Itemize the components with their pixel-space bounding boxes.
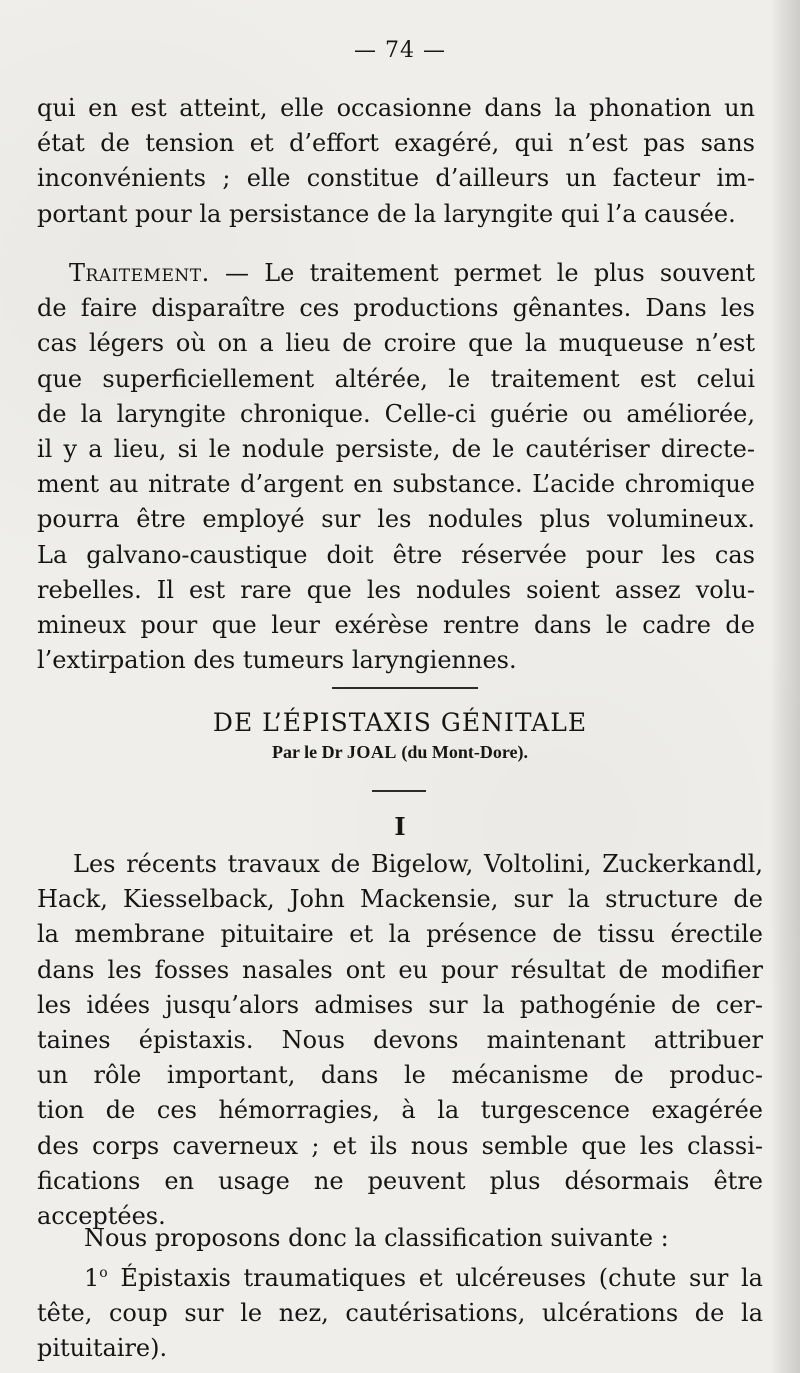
classification-item-text: Épistaxis traumatiques et ulcéreuses (chute sur la <box>107 1264 763 1292</box>
paragraph-line: inconvénients ; elle constitue d’ailleurs un facteur im- <box>37 164 755 193</box>
treatment-line: mineux pour que leur exérèse rentre dans le cadre de <box>37 611 755 640</box>
page-edge-shadow <box>770 0 800 1373</box>
paragraph-line: dans les fosses nasales ont eu pour résultat de modifier <box>37 955 763 984</box>
treatment-line: il y a lieu, si le nodule persiste, de le cautériser directe- <box>37 435 755 464</box>
paragraph-line: taines épistaxis. Nous devons maintenant attribuer <box>37 1026 763 1055</box>
article-byline <box>0 742 800 763</box>
article-title: DE L’ÉPISTAXIS GÉNITALE <box>212 708 588 737</box>
paragraph-line: tion de ces hémorragies, à la turgescence exagérée <box>37 1096 763 1125</box>
byline-prefix: Par le <box>272 742 318 762</box>
paragraph-line: Nous proposons donc la classification suivante : <box>84 1224 669 1252</box>
paragraph-line: acceptées. <box>37 1202 166 1231</box>
classification-line: tête, coup sur le nez, cautérisations, ulcérations de la <box>37 1299 763 1328</box>
paragraph-laryngitis-continuation <box>37 91 755 232</box>
byline-suffix: (du Mont-Dore). <box>401 742 528 762</box>
paragraph-line: Hack, Kiesselback, John Mackensie, sur la structure de <box>37 885 763 914</box>
treatment-label: Traitement. <box>69 259 210 287</box>
classification-ordinal: o <box>99 1265 108 1281</box>
treatment-line: rebelles. Il est rare que les nodules soient assez volu- <box>37 575 755 604</box>
paragraph-line: un rôle important, dans le mécanisme de produc- <box>37 1061 763 1090</box>
paragraph-line: des corps caverneux ; et ils nous semble que les classi- <box>37 1131 763 1160</box>
byline-degree: Dr <box>321 742 343 762</box>
paragraph-line: état de tension et d’effort exagéré, qui n’est pas sans <box>37 129 755 158</box>
paragraph-line: les idées jusqu’alors admises sur la pathogénie de cer- <box>37 990 763 1019</box>
classification-item <box>37 1256 763 1296</box>
classification-list <box>37 1256 763 1367</box>
paragraph-line: qui en est atteint, elle occasionne dans la phonation un <box>37 94 755 122</box>
treatment-line: La galvano-caustique doit être réservée pour les cas <box>37 540 755 569</box>
title-divider <box>372 790 426 792</box>
treatment-line-text: — Le traitement permet le plus souvent <box>209 259 755 287</box>
treatment-line: de faire disparaître ces productions gênantes. Dans les <box>37 294 755 323</box>
treatment-line: pourra être employé sur les nodules plus volumineux. <box>37 505 755 534</box>
recent-works-paragraph <box>37 847 763 1234</box>
treatment-first-line <box>37 256 755 291</box>
byline-author: JOAL <box>346 742 397 762</box>
paragraph-line: Les récents travaux de Bigelow, Voltolini, Zuckerkandl, <box>73 850 763 878</box>
treatment-line: l’extirpation des tumeurs laryngiennes. <box>37 646 517 675</box>
treatment-line: cas légers où on a lieu de croire que la muqueuse n’est <box>37 329 755 358</box>
page-number: — 74 — <box>354 38 446 63</box>
paragraph-line: fications en usage ne peuvent plus désormais être <box>37 1166 763 1195</box>
classification-intro-paragraph <box>37 1221 763 1256</box>
treatment-line: ment au nitrate d’argent en substance. L’acide chromique <box>37 470 755 499</box>
treatment-paragraph <box>37 256 755 678</box>
paragraph-line: la membrane pituitaire et la présence de tissu érectile <box>37 920 763 949</box>
classification-number: 1 <box>84 1264 100 1292</box>
section-divider <box>332 687 478 689</box>
paragraph-line: portant pour la persistance de la laryngite qui l’a causée. <box>37 199 736 228</box>
treatment-line: de la laryngite chronique. Celle-ci guérie ou améliorée, <box>37 399 755 428</box>
treatment-line: que superficiellement altérée, le traitement est celui <box>37 364 755 393</box>
classification-line: pituitaire). <box>37 1334 168 1363</box>
section-number: I <box>394 812 406 841</box>
